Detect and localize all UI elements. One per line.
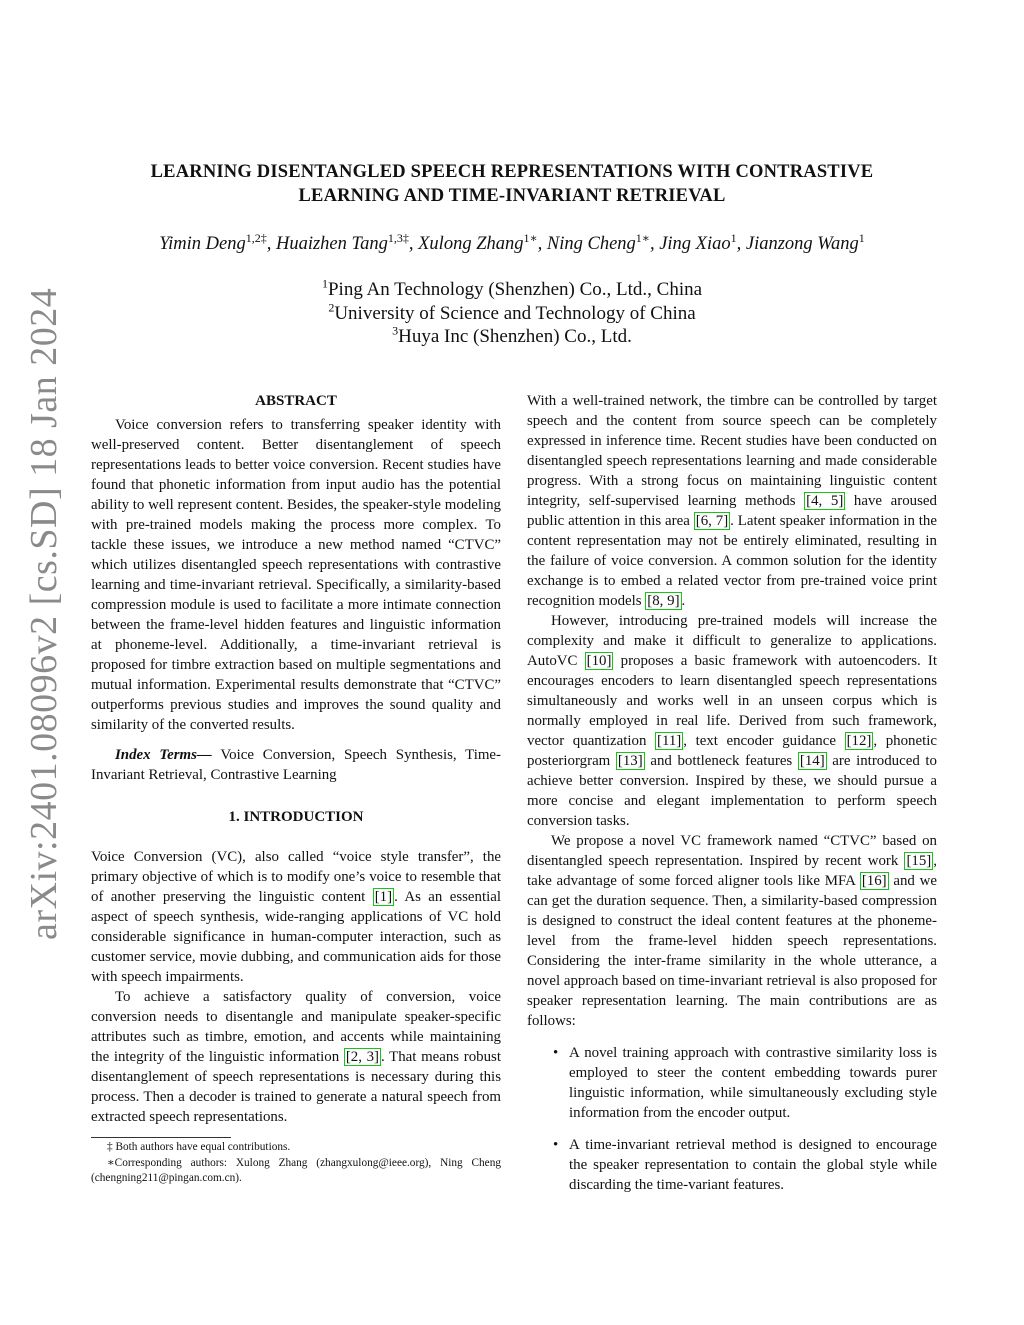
bullet-icon: •	[553, 1137, 559, 1153]
left-column	[91, 391, 501, 1187]
bullet-icon: •	[553, 1045, 559, 1061]
index-terms-label: Index Terms—	[115, 747, 212, 763]
intro-paragraph-2: To achieve a satisfactory quality of conversion, voice conversion needs to disentangle and manipulate speaker-specific attributes such as timbre, emotion, and accents while maintaining the integrity of the linguistic information [2, 3] . That means robust disentanglement of speech representations is necessary during this process. Then a decoder is trained to generate a natural speech from extracted speech representations.	[91, 989, 501, 1125]
intro-paragraph-1: Voice Conversion (VC), also called “voice style transfer”, the primary objective of which is to modify one’s voice to resemble that of another preserving the linguistic content [1] . As an essential aspect of speech synthesis, wide-ranging applications of VC hold considerable significance in human-computer interaction, such as customer service, movie dubbing, and communication aids for those with speech impairments.	[91, 849, 502, 985]
author-list: Yimin Deng$^{1,2\ddagger}$, Huaizhen Tang$^{1,3\ddagger}$, Xulong Zhang$^{1∗}$, Ning Cheng$^{1∗}$, Jing Xiao$^1$, Jianzong Wang$^1$	[159, 230, 865, 254]
index-terms	[91, 745, 501, 785]
author-affiliation-mark: 1	[858, 230, 865, 245]
author-affiliation-mark: 1,2‡	[245, 230, 267, 245]
right-column	[527, 391, 937, 1207]
paper-title	[100, 160, 924, 208]
affiliation-text: Huya Inc (Shenzhen) Co., Ltd.	[398, 326, 632, 347]
arxiv-identifier-stamp: arXiv:2401.08096v2 [cs.SD] 18 Jan 2024	[23, 287, 65, 940]
citation-link[interactable]: [2, 3]	[345, 1049, 380, 1065]
affiliation-line	[100, 325, 924, 349]
author-affiliation-mark: 1	[730, 230, 737, 245]
citation-link[interactable]: [4, 5]	[806, 493, 844, 509]
index-terms-text: Voice Conversion, Speech Synthesis, Time-Invariant Retrieval, Contrastive Learning	[91, 747, 502, 783]
contribution-item	[527, 1043, 937, 1123]
footnote-equal-contribution: ‡ Both authors have equal contributions.	[107, 1141, 291, 1153]
author-affiliation-mark: 1∗	[523, 230, 538, 245]
paper-title-line-2: LEARNING AND TIME-INVARIANT RETRIEVAL	[298, 186, 726, 206]
contributions-list	[527, 1043, 937, 1195]
citation-link[interactable]: [11]	[657, 733, 682, 749]
author-affiliation-mark: 1,3‡	[387, 230, 409, 245]
author-name: Xulong Zhang	[418, 234, 524, 254]
citation-link[interactable]: [13]	[617, 753, 643, 769]
affiliation-mark: 1	[321, 276, 328, 291]
abstract-text: Voice conversion refers to transferring speaker identity with well-preserved content. Better disentanglement of speech representations leads to better voice conversion. Recent studies have found that phonetic information from input audio has the potential ability to well represent content. Besides, the speaker-style modeling with pre-trained models making the process more complex. To tackle these issues, we introduce a new method named “CTVC” which utilizes disentangled speech representations with contrastive learning and time-invariant retrieval. Specifically, a similarity-based compression module is used to facilitate a more intimate connection between the frame-level hidden features and linguistic information at phoneme-level. Additionally, a time-invariant retrieval is proposed for timbre extraction based on multiple segmentations and mutual information. Experimental results demonstrate that “CTVC” outperforms previous studies and improves the sound quality and similarity of the converted results.	[91, 417, 501, 733]
affiliation-mark: 3	[392, 323, 399, 338]
affiliation-line	[100, 278, 924, 302]
right-paragraph-1: With a well-trained network, the timbre can be controlled by target speech and the content from source speech can be completely expressed in inference time. Recent studies have been conducted on disentangled speech representations learning and made considerable progress. With a strong focus on maintaining linguistic content integrity, self-supervised learning methods [4, 5] have aroused public attention in this area [6, 7] . Latent speaker information in the content representation may not be entirely eliminated, resulting in the failure of voice conversion. A common solution for the identity exchange is to embed a related vector from pre-trained voice print recognition models [8, 9] .	[527, 393, 937, 609]
citation-link[interactable]: [8, 9]	[647, 593, 680, 609]
footnote-divider	[91, 1137, 231, 1138]
abstract-heading: ABSTRACT	[255, 393, 337, 409]
contribution-text: A novel training approach with contrastive similarity loss is employed to steer the content embedding towards purer linguistic information, while simultaneously excluding style information from the encoder output.	[569, 1045, 937, 1121]
citation-link[interactable]: [10]	[586, 653, 612, 669]
right-paragraph-2: However, introducing pre-trained models will increase the complexity and make it difficult to generalize to applications. AutoVC [10] proposes a basic framework with autoencoders. It encourages encoders to learn disentangled speech representations simultaneously and works well in an unseen corpus which is normally employed in real life. Derived from such framework, vector quantization [11] , text encoder guidance [12] , phonetic posteriorgram [13] and bottleneck features [14] are introduced to achieve better conversion. Inspired by these, we should pursue a more concise and elegant implementation to perform speech conversion tasks.	[527, 613, 937, 829]
author-name: Ning Cheng	[546, 234, 636, 254]
citation-link[interactable]: [16]	[861, 873, 887, 889]
affiliation-line	[100, 302, 924, 326]
author-name: Jianzong Wang	[745, 234, 859, 254]
affiliation-mark: 2	[328, 300, 335, 315]
citation-link[interactable]: [6, 7]	[695, 513, 729, 529]
contribution-text: A time-invariant retrieval method is designed to encourage the speaker representation to contain the global style while discarding the time-variant features.	[569, 1137, 937, 1193]
paper-title-line-1: LEARNING DISENTANGLED SPEECH REPRESENTATIONS WITH CONTRASTIVE	[150, 162, 874, 182]
contribution-item	[527, 1135, 937, 1195]
author-affiliation-mark: 1∗	[635, 230, 650, 245]
citation-link[interactable]: [1]	[374, 889, 393, 905]
author-name: Yimin Deng	[159, 234, 246, 254]
footnote-corresponding-authors: ∗Corresponding authors: Xulong Zhang (zhangxulong@ieee.org), Ning Cheng (chengning211@pingan.com.cn).	[91, 1156, 501, 1184]
introduction-heading: 1. INTRODUCTION	[228, 809, 364, 825]
author-name: Jing Xiao	[659, 234, 731, 254]
affiliation-text: Ping An Technology (Shenzhen) Co., Ltd., China	[327, 279, 703, 300]
author-name: Huaizhen Tang	[275, 234, 388, 254]
citation-link[interactable]: [15]	[906, 853, 932, 869]
citation-link[interactable]: [12]	[846, 733, 872, 749]
right-paragraph-3: We propose a novel VC framework named “CTVC” based on disentangled speech representation. Inspired by recent work [15] , take advantage of some forced aligner tools like MFA [16] and we can get the duration sequence. Then, a similarity-based compression is designed to construct the ideal content features at the phoneme-level from the frame-level hidden speech representations. Considering the inter-frame similarity in the whole utterance, a novel approach based on time-invariant retrieval is also proposed for speaker representation learning. The main contributions are as follows:	[527, 833, 938, 1029]
affiliation-text: University of Science and Technology of China	[334, 302, 696, 324]
citation-link[interactable]: [14]	[799, 753, 825, 769]
affiliation-list	[100, 278, 924, 349]
